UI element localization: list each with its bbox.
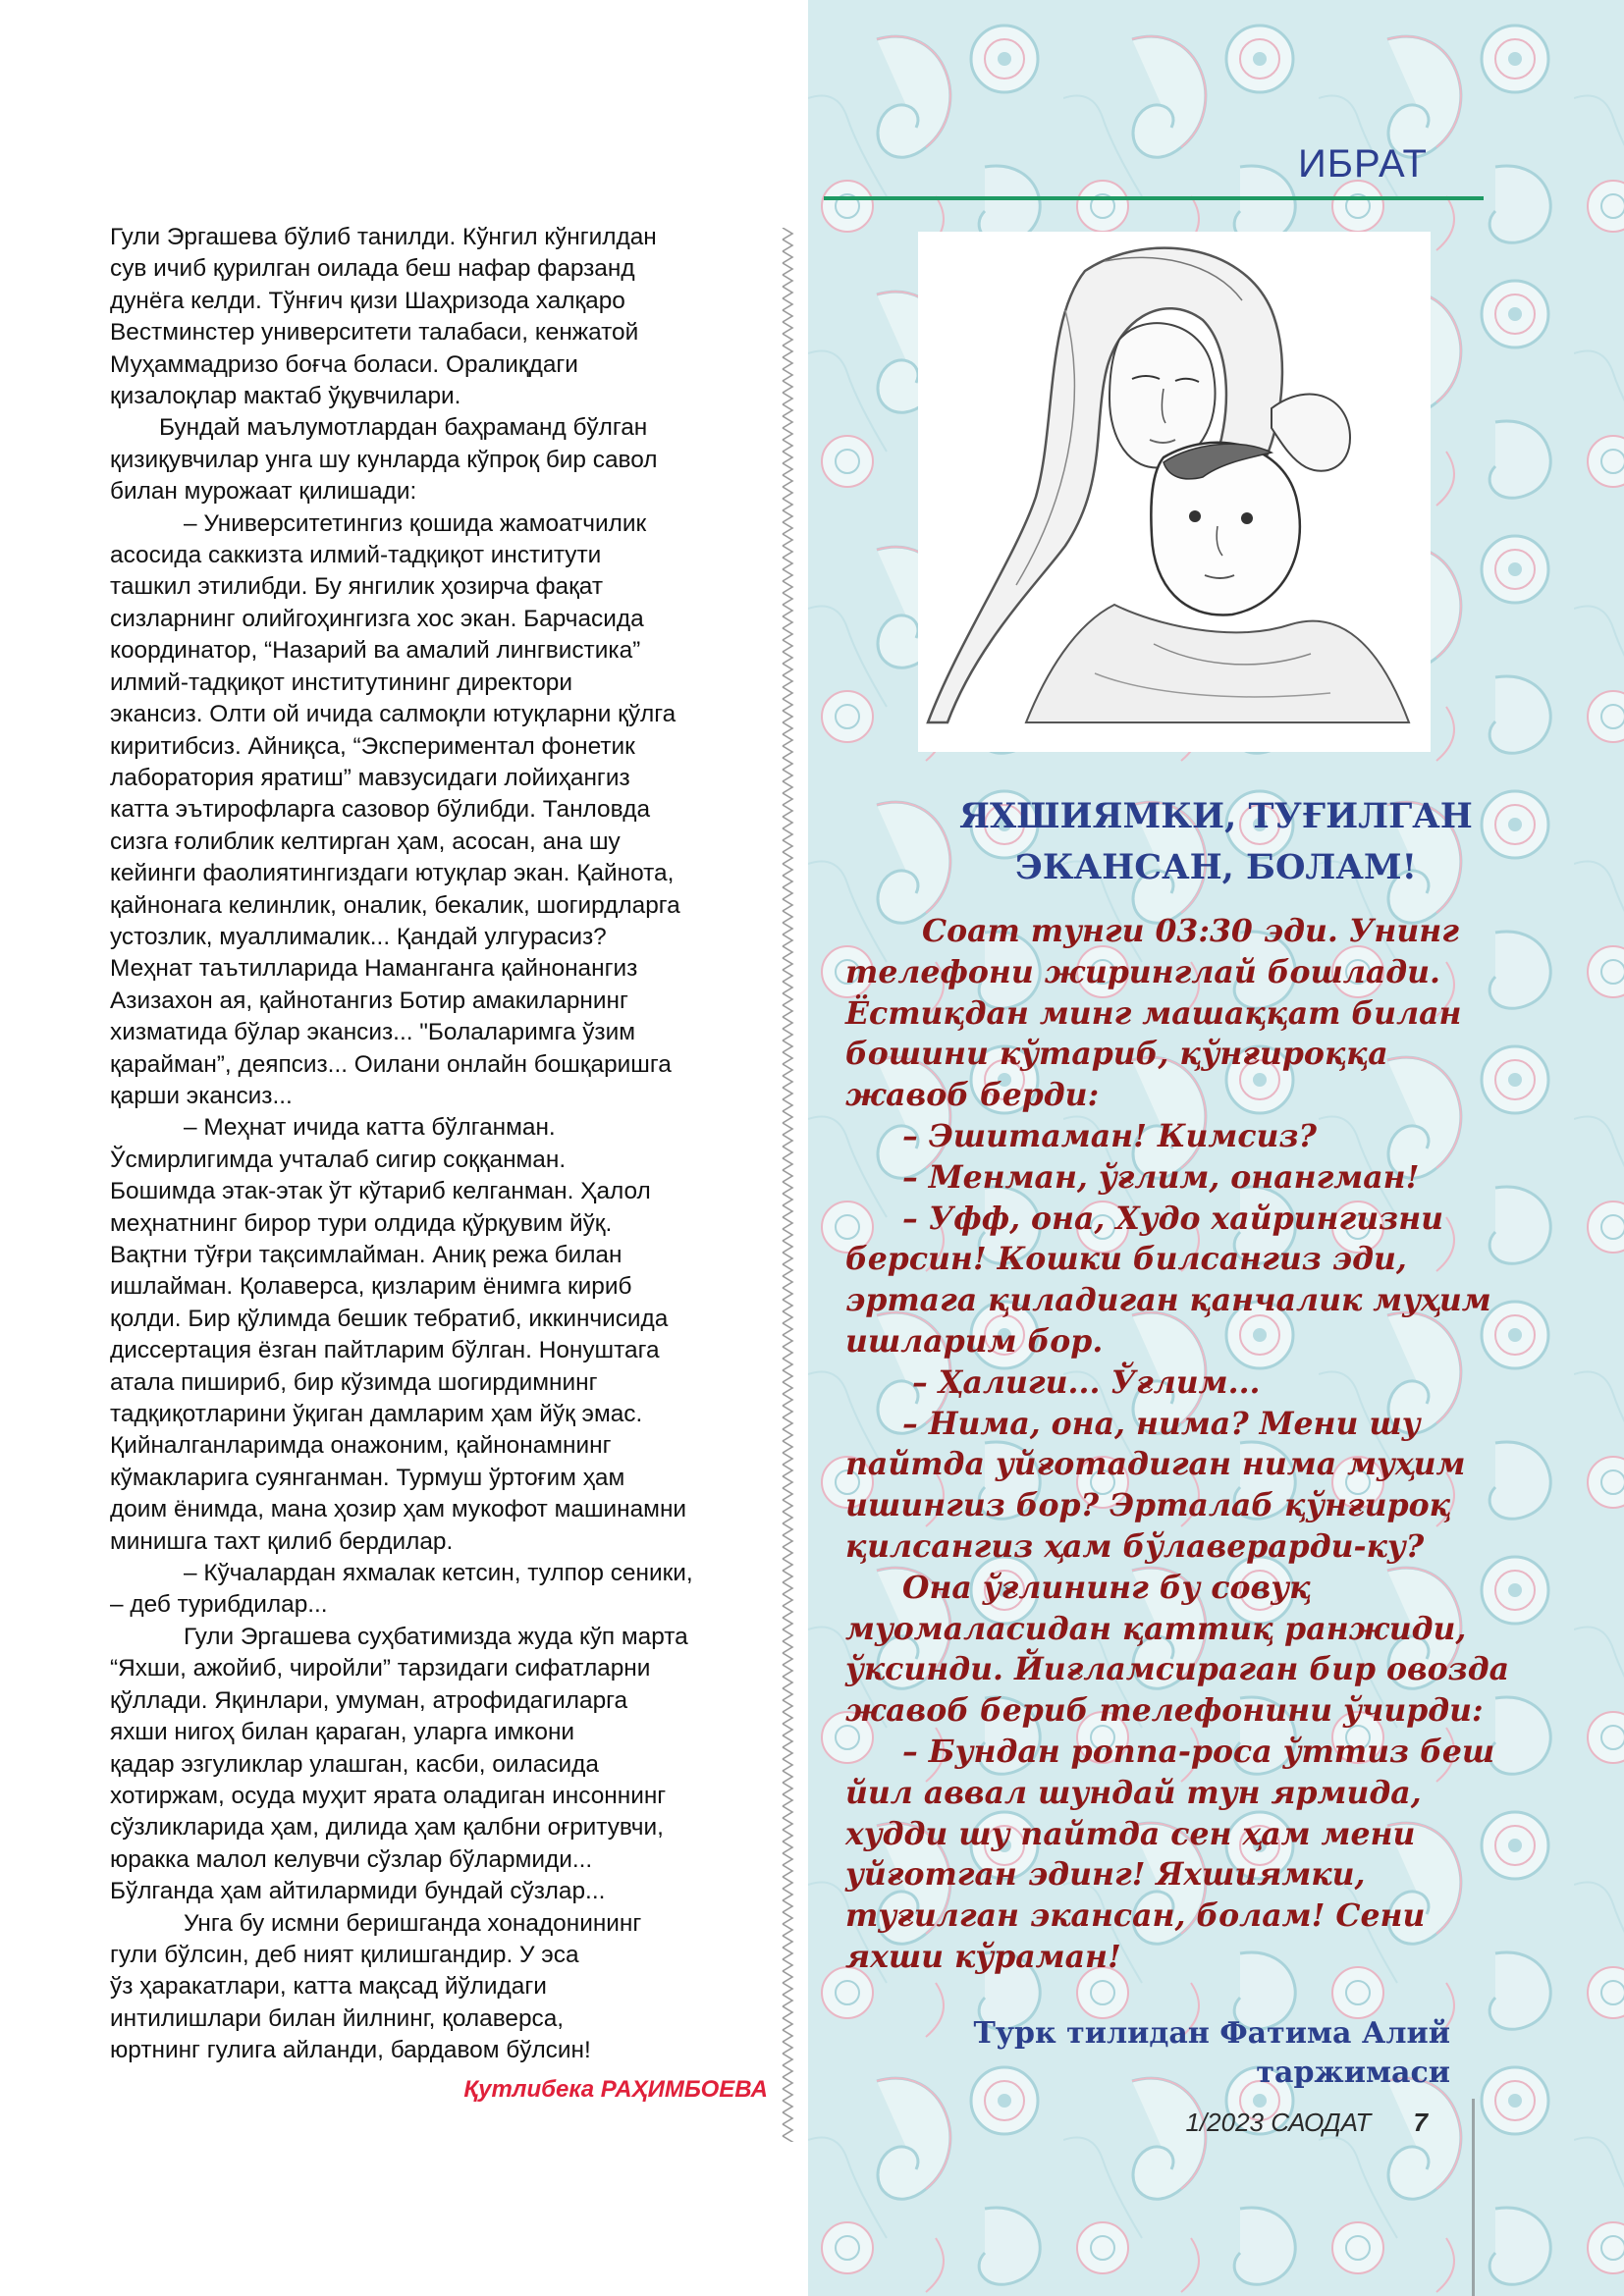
paragraph: – Университетингиз қошида жамоатчилик асосида саккизта илмий-тадқиқот институти ташкил этилибди. Бу янгилик ҳозирча фақат сизларнинг олийгоҳингизга хос экан. Барчасида координатор, “Назарий ва амалий лингвистика” илмий-тадқиқот институтининг директори экансиз. Олти ой ичида салмоқли ютуқларни қўлга киритибсиз. Айниқса, “Экспериментал фонетик лаборатория яратиш” мавзусидаги лойиҳангиз катта эътирофларга сазовор бўлибди. Танловда сизга ғолиблик келтирган ҳам, асосан, ана шу кейинги фаолиятингиздаги ютуқлар экан. Қайнота, қайнонага келинлик, оналик, бекалик, шогирдларга устозлик, муаллималик... Қандай улгурасиз? Меҳнат таътилларида Наманганга қайнонангиз Азизахон ая, қайнотангиз Ботир амакиларнинг хизматида бўлар экансиз... "Болаларимга ўзим қарайман”, деяпсиз... Оилани онлайн бошқаришга қарши экансиз... (110, 509, 680, 1109)
article-author: Қутлибека РАҲИМБОЕВА (463, 2076, 768, 2103)
paragraph: Гули Эргашева бўлиб танилди. Кўнгил кўнгилдан сув ичиб қурилган оилада беш нафар фарзанд дунёга келди. Тўнғич қизи Шаҳризода халқаро Вестминстер университети талабаси, кенжатой Муҳаммадризо боғча боласи. Оралиқдаги қизалоқлар мактаб ўқувчилари. (110, 224, 657, 410)
sketch-image (918, 232, 1431, 752)
paragraph: Гули Эргашева суҳбатимизда жуда кўп марта “Яхши, ажойиб, чиройли” тарзидаги сифатларни қўллади. Яқинлари, умуман, атрофидагиларга яхши нигоҳ билан қараган, уларга имкони қадар эзгуликлар улашган, касби, оиласида хотиржам, осуда муҳит ярата оладиган инсоннинг сўзликларида ҳам, дилида ҳам қалбни оғритувчи, юракка малол келувчи сўзлар бўлармиди... Бўлганда ҳам айтилармиди бундай сўзлар... (110, 1623, 688, 1905)
issue-label: 1/2023 САОДАТ (1185, 2108, 1372, 2137)
footer-divider (1472, 2099, 1475, 2296)
story-text: Соат тунги 03:30 эди. Унинг телефони жиринглай бошлади. Ёстиқдан минг машаққат билан бошини кўтариб, қўнғироққа жавоб берди: – Эшитаман! Кимсиз? – Менман, ўғлим, онангман! – Уфф, она, Худо хайрингизни берсин! Кошки билсангиз эди, эртага қиладиган қанчалик муҳим ишларим бор. – Ҳалиги... Ўғлим... – Нима, она, нима? Мени шу пайтда уйғотадиган нима муҳим ишингиз бор? Эрталаб қўнғироқ қилсангиз ҳам бўлаверарди-ку? Она ўғлининг бу совуқ муомаласидан қаттиқ ранжиди, ўксинди. Йиғламсираган бир овозда жавоб бериб телефонини ўчирди: – Бундан роппа-роса ўттиз беш йил аввал шундай тун ярмида, худди шу пайтда сен ҳам мени уйғотган эдинг! Яхшиямки, туғилган экансан, болам! Сени яхши кўраман! (845, 913, 1510, 1975)
paragraph: Бундай маълумотлардан баҳраманд бўлган қизиқувчилар унга шу кунларда кўпроқ бир савол билан мурожаат қилишади: (110, 414, 658, 506)
page-footer (1185, 2108, 1428, 2138)
page-number: 7 (1413, 2108, 1428, 2137)
mother-child-illustration (918, 232, 1431, 752)
story-title (808, 791, 1624, 893)
section-title: ИБРАТ (1298, 142, 1428, 186)
article-continuation (110, 222, 758, 2067)
title-divider (824, 196, 1484, 200)
story-title-line: ЭКАНСАН, БОЛАМ! (1014, 847, 1417, 887)
paragraph: Унга бу исмни беришганда хонадонининг гули бўлсин, деб ният қилишгандир. У эса ўз ҳаракатлари, катта мақсад йўлидаги интилишлари билан йилнинг, қолаверса, юртнинг гулига айланди, бардавом бўлсин! (110, 1909, 642, 2064)
paragraph: – Меҳнат ичида катта бўлганман. Ўсмирлигимда учталаб сигир соққанман. Бошимда этак-этак ўт кўтариб келганман. Ҳалол меҳнатнинг бирор тури олдида қўрқувим йўқ. Вақтни тўғри тақсимлайман. Аниқ режа билан ишлайман. Қолаверса, қизларим ёнимга кириб қолди. Бир қўлимда бешик тебратиб, иккинчисида диссертация ёзган пайтларим бўлган. Нонуштага атала пишириб, бир кўзимда шогирдимнинг тадқиқотларини ўқиган дамларим ҳам йўқ эмас. Қийналганларимда онажоним, қайнонамнинг кўмакларига суянганман. Турмуш ўртоғим ҳам доим ёнимда, мана ҳозир ҳам мукофот машинамни минишга тахт қилиб бердилар. (110, 1114, 687, 1555)
paragraph: – Кўчалардан яхмалак кетсин, тулпор сеники, – деб турибдилар... (110, 1560, 693, 1619)
story-panel (808, 0, 1624, 2296)
translator-credit: Турк тилидан Фатима Алий таржимаси (973, 2016, 1450, 2090)
story-title-line: ЯХШИЯМКИ, ТУҒИЛГАН (959, 796, 1473, 836)
column-divider (781, 228, 794, 2142)
